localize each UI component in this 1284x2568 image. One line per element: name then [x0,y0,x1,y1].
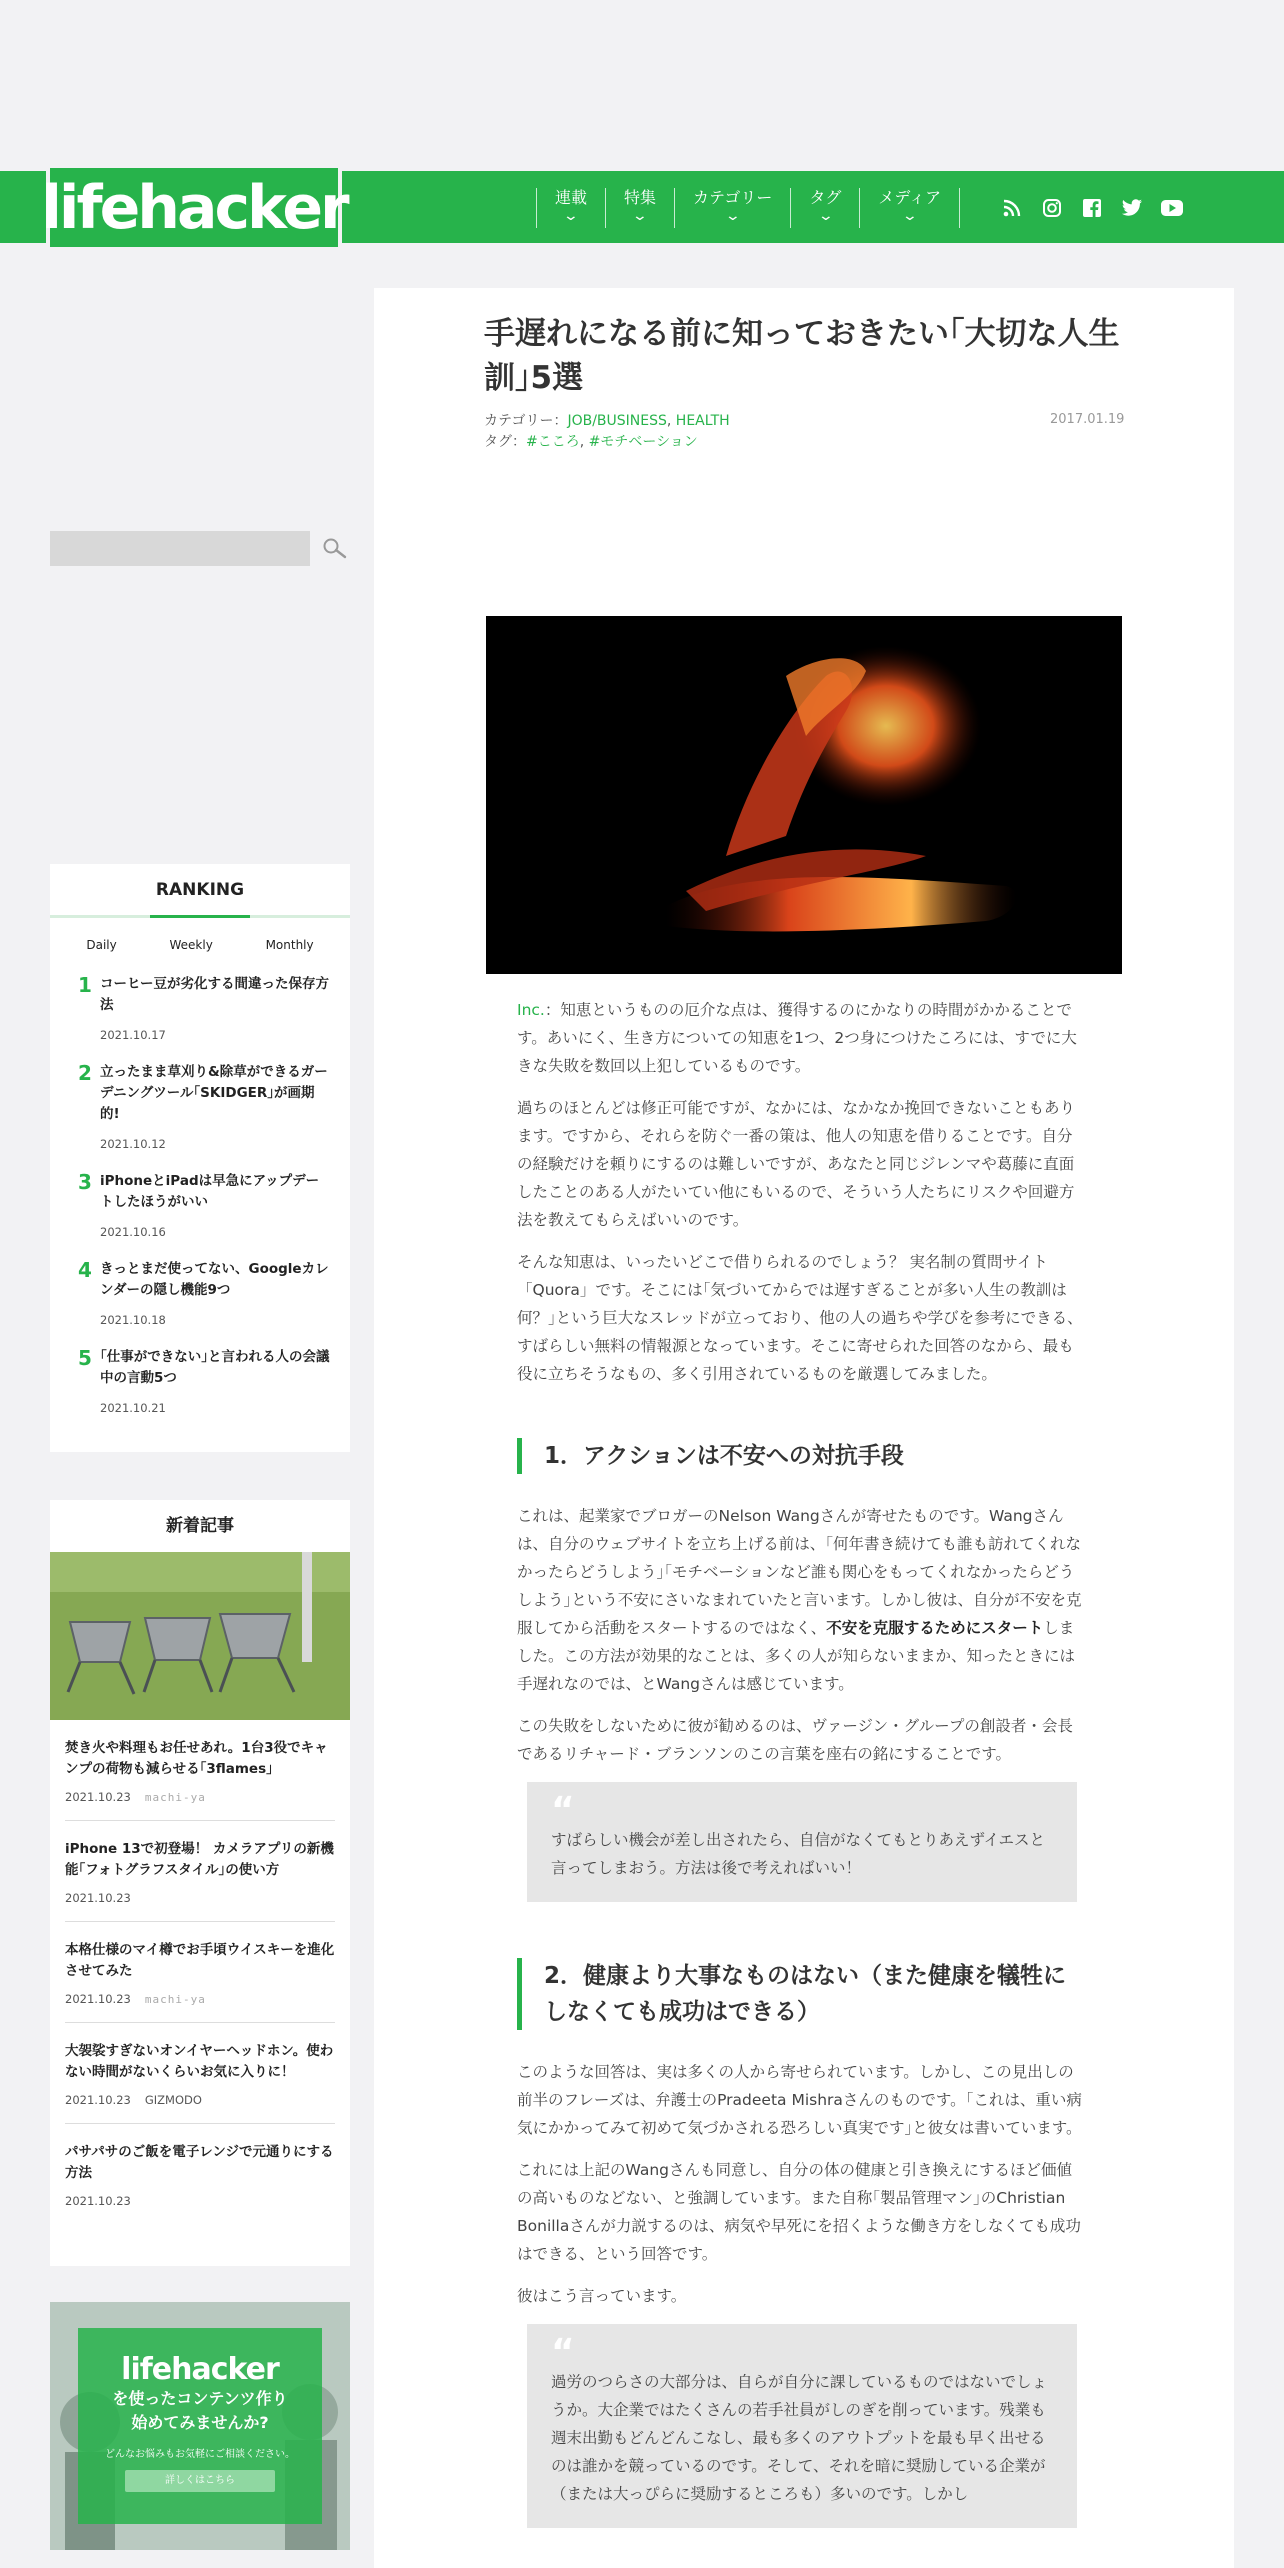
ranking-title: RANKING [50,864,350,918]
quote-text: 過労のつらさの大部分は、自らが自分に課しているものではないでしょうか。大企業ではたくさんの若手社員がしのぎを削っています。残業も週末出勤もどんどんこなし、最も多くのアウトプットを最も早く出せるのは誰かを競っているのです。そして、それを暗に奨励している企業が（または大っぴらに奨励するところも）多いのです。しかし [551,2373,1048,2503]
news-date: 2021.10.23 [65,1790,131,1804]
news-title: 大袈裟すぎないオンイヤーヘッドホン。使わない時間がないくらいお気に入りに！ [65,2043,334,2080]
blockquote [527,2324,1077,2528]
tag-link-kokoro[interactable]: #こころ [526,434,580,450]
news-date: 2021.10.23 [65,2194,131,2208]
tab-daily[interactable]: Daily [86,938,117,952]
banner-caption: どんなお悩みもお気軽にご相談ください。 [105,2449,295,2460]
search-input[interactable] [50,531,310,566]
new-articles-title: 新着記事 [166,1516,234,1536]
rank-title: コーヒー豆が劣化する間違った保存方法 [100,976,329,1013]
chevron-down-icon: ⌄ [901,208,919,224]
tab-monthly[interactable]: Monthly [265,938,314,952]
news-author: machi-ya [144,1992,206,2006]
instagram-icon[interactable] [1040,196,1064,220]
category-link-health[interactable]: HEALTH [675,413,730,429]
news-title: 本格仕様のマイ樽でお手頃ウイスキーを進化させてみた [65,1942,335,1979]
paragraph-text: しました。この方法が効果的なことは、多くの人が知らないままか、知ったときには手遅れなのでは、とWangさんは感じています。 [517,1619,1076,1693]
paragraph: このような回答は、実は多くの人から寄せられています。しかし、この見出しの前半のフレーズは、弁護士のPradeeta Mishraさんのものです。｢これは、重い病気にかかってみて初めて気づかされる恐ろしい真実です｣と彼女は書いています。 [517,2063,1082,2137]
rank-date: 2021.10.17 [100,1028,166,1042]
ranking-item[interactable] [50,1048,350,1157]
paragraph: これには上記のWangさんも同意し、自分の体の健康と引き換えにするほど価値の高いものなどない、と強調しています。また自称｢製品管理マン｣のChristian Bonillaさんが力説するのは、病気や早死にを招くような働き方をしなくても成功はできる、という回答です。 [517,2161,1081,2263]
nav-item-tag[interactable] [790,188,859,228]
logo-text: lifehacker [41,172,347,243]
paragraph-intro [517,996,1087,1080]
ad-banner[interactable] [50,2302,350,2550]
news-item[interactable] [65,2023,335,2124]
news-item[interactable] [65,2124,335,2224]
news-item[interactable] [65,1821,335,1922]
rank-number: 5 [78,1346,92,1370]
social-links [1000,196,1184,220]
nav-label: カテゴリー [693,188,773,207]
paragraph-text: ：知恵というものの厄介な点は、獲得するのにかなりの時間がかかることです。あいにく、生き方についての知恵を1つ、2つ身につけたころには、すでに大きな失敗を数回以上犯しているものです。 [517,1001,1077,1075]
article-categories: カテゴリー：JOB/BUSINESS, HEALTH [484,413,730,429]
news-date: 2021.10.23 [65,2093,131,2107]
rank-number: 3 [78,1170,92,1194]
news-date: 2021.10.23 [65,1992,131,2006]
paragraph: 過ちのほとんどは修正可能ですが、なかには、なかなか挽回できないこともあります。ですから、それらを防ぐ一番の策は、他人の知恵を借りることです。自分の経験だけを頼りにするのは難しいですが、あなたと同じジレンマや葛藤に直面したことのある人がたいてい他にもいるので、そういう人たちにリスクや回避方法を教えてもらえばいいのです。 [517,1099,1076,1229]
tag-link-motivation[interactable]: #モチベーション [588,434,698,450]
news-title: パサパサのご飯を電子レンジで元通りにする方法 [65,2144,334,2181]
paragraph: そんな知恵は、いったいどこで借りられるのでしょう？ 実名制の質問サイト「Quora」です。そこには｢気づいてからでは遅すぎることが多い人生の教訓は何？｣という巨大なスレッドが立っており、他の人の過ちや学びを参考にできる、すばらしい無料の情報源となっています。そこに寄せられた回答のなから、最も役に立ちそうなもの、多く引用されているものを厳選してみました。 [517,1253,1083,1383]
twitter-icon[interactable] [1120,196,1144,220]
paragraph-bold: 不安を克服するためにスタート [826,1619,1044,1637]
news-title: iPhone 13で初登場！ カメラアプリの新機能｢フォトグラフスタイル｣の使い方 [65,1841,334,1878]
rank-date: 2021.10.18 [100,1313,166,1327]
paragraph [517,1502,1087,1698]
rank-date: 2021.10.16 [100,1225,166,1239]
section-heading-2: 2．健康より大事なものはない（また健康を犠牲にしなくても成功はできる） [517,1958,1087,2030]
nav-label: メディア [878,188,942,207]
article-title: 手遅れになる前に知っておきたい｢大切な人生訓｣5選 [484,316,1120,396]
quote-icon: “ [551,1790,575,1831]
rank-title: ｢仕事ができない｣と言われる人の会議中の言動5つ [100,1349,330,1386]
banner-line-2: 始めてみませんか? [131,2413,269,2432]
new-article-thumbnail[interactable] [50,1552,350,1720]
nav-item-category[interactable] [674,188,790,228]
article-date: 2017.01.19 [1050,412,1125,427]
chevron-down-icon: ⌄ [562,208,580,224]
ranking-tabs [50,918,350,960]
ranking-widget [50,864,350,1452]
nav-item-features[interactable] [605,188,674,228]
paragraph: この失敗をしないために彼が勧めるのは、ヴァージン・グループの創設者・会長であるリチャード・ブランソンのこの言葉を座右の銘にすることです。 [517,1717,1073,1763]
nav-label: 特集 [624,188,657,207]
rank-date: 2021.10.12 [100,1137,166,1151]
ranking-item[interactable] [50,1245,350,1333]
news-item[interactable] [65,1922,335,2023]
nav-label: タグ [809,188,842,207]
paragraph: 彼はこう言っています。 [517,2287,687,2305]
banner-line-1: を使ったコンテンツ作り [112,2389,288,2408]
rank-number: 4 [78,1258,92,1282]
article-tags: タグ：#こころ, #モチベーション [484,434,698,450]
news-title: 焚き火や料理もお任せあれ。1台3役でキャンプの荷物も減らせる｢3flames｣ [65,1740,328,1777]
banner-details-button[interactable]: 詳しくはこちら [125,2470,275,2492]
news-item[interactable] [65,1720,335,1821]
chevron-down-icon: ⌄ [724,208,741,224]
quote-text: すばらしい機会が差し出されたら、自信がなくてもとりあえずイエスと言ってしまおう。方法は後で考えればいい！ [551,1831,1045,1877]
rank-number: 1 [78,973,92,997]
rank-title: きっとまだ使ってない、Googleカレンダーの隠し機能9つ [100,1261,329,1298]
chevron-down-icon: ⌄ [817,208,834,224]
tag-label: タグ： [484,434,526,450]
youtube-icon[interactable] [1160,196,1184,220]
main-nav [536,188,960,228]
nav-item-series[interactable] [536,188,605,228]
rank-date: 2021.10.21 [100,1401,166,1415]
ranking-item[interactable] [50,1333,350,1421]
category-link-job[interactable]: JOB/BUSINESS [567,413,667,429]
article-body [517,996,1087,2528]
banner-content [78,2328,322,2524]
rank-title: iPhoneとiPadは早急にアップデートしたほうがいい [100,1173,320,1210]
ranking-item[interactable] [50,1157,350,1245]
quote-icon: “ [551,2332,575,2373]
paragraph-text: これは、起業家でブロガーのNelson Wangさんが寄せたものです。Wangさんは、自分のウェブサイトを立ち上げる前は、｢何年書き続けても誰も訪れてくれなかったらどうしよう｣｢モチベーションなど誰も関心をもってくれなかったらどうしよう｣という不安にさいなまれていたと言います。しかし彼は、自分が不安を克服してから活動をスタートするのではなく、 [517,1507,1082,1637]
news-source: GIZMODO [144,2093,202,2107]
section-heading-1: 1．アクションは不安への対抗手段 [517,1438,1087,1474]
category-label: カテゴリー： [484,413,568,429]
rank-title: 立ったまま草刈り&除草ができるガーデニングツール｢SKIDGER｣が画期的! [100,1064,328,1122]
banner-logo: lifehacker [121,2352,279,2387]
new-articles-widget [50,1500,350,2266]
facebook-icon[interactable] [1080,196,1104,220]
rss-icon[interactable] [1000,196,1024,220]
chevron-down-icon: ⌄ [631,208,649,224]
nav-label: 連載 [555,188,588,207]
news-author: machi-ya [144,1790,206,1804]
rank-number: 2 [78,1061,92,1085]
source-link[interactable]: Inc. [517,1001,545,1019]
news-date: 2021.10.23 [65,1891,131,1905]
nav-item-media[interactable] [859,188,960,228]
tab-weekly[interactable]: Weekly [169,938,213,952]
site-logo[interactable] [41,168,347,247]
blockquote [527,1782,1077,1902]
search-icon[interactable] [320,535,350,563]
hero-image [486,616,1122,974]
ranking-item[interactable] [50,960,350,1048]
